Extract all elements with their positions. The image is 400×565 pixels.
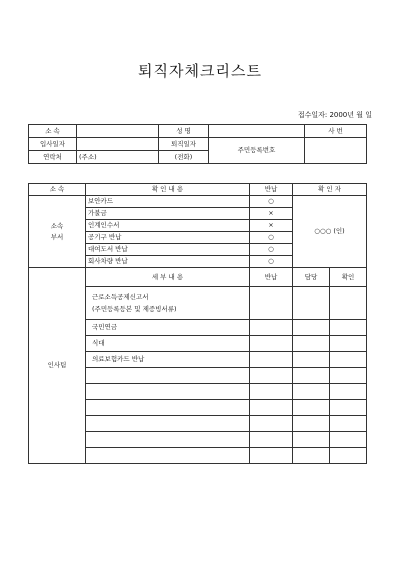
hr-manager-cell[interactable]	[293, 287, 330, 320]
hr-empty-cell[interactable]	[86, 368, 250, 384]
hr-empty-cell[interactable]	[250, 400, 293, 416]
hr-empty-cell[interactable]	[250, 416, 293, 432]
hr-returned-cell[interactable]	[250, 287, 293, 320]
dept-label: 소 속	[29, 125, 77, 138]
hr-empty-cell[interactable]	[86, 400, 250, 416]
hr-manager-cell[interactable]	[293, 320, 330, 336]
hr-empty-cell[interactable]	[330, 432, 367, 448]
hr-confirm-cell[interactable]	[330, 287, 367, 320]
hr-empty-cell[interactable]	[330, 368, 367, 384]
rrn-field[interactable]	[305, 138, 367, 164]
check-item-label: 대여도서 반납	[86, 244, 250, 256]
join-date-field[interactable]	[77, 138, 159, 151]
hr-empty-cell[interactable]	[330, 416, 367, 432]
hr-group-label: 인사팀	[29, 268, 86, 464]
hr-manager-cell[interactable]	[293, 336, 330, 352]
confirmer-sign[interactable]: ○○○ (인)	[293, 196, 367, 268]
hr-item-label: 의료보험카드 반납	[86, 352, 250, 368]
hr-item-line2: (주민등록등본 및 제증빙서류)	[92, 305, 177, 313]
col-header-dept: 소 속	[29, 184, 86, 196]
contact-label: 연락처	[29, 151, 77, 164]
check-item-mark[interactable]: ○	[250, 196, 293, 208]
join-date-label: 입사일자	[29, 138, 77, 151]
dept-field[interactable]	[77, 125, 159, 138]
col-header-confirmer: 확 인 자	[293, 184, 367, 196]
hr-empty-cell[interactable]	[330, 384, 367, 400]
check-item-label: 공기구 반납	[86, 232, 250, 244]
hr-empty-cell[interactable]	[293, 432, 330, 448]
hr-item-label: 식대	[86, 336, 250, 352]
name-field[interactable]	[209, 125, 305, 138]
hr-empty-cell[interactable]	[250, 368, 293, 384]
check-item-label: 보안카드	[86, 196, 250, 208]
document-title: 퇴직자체크리스트	[138, 62, 262, 80]
check-item-mark[interactable]: ×	[250, 220, 293, 232]
hr-empty-cell[interactable]	[86, 448, 250, 464]
hr-empty-cell[interactable]	[330, 448, 367, 464]
col-header-item: 확 인 내 용	[86, 184, 250, 196]
rrn-label: 주민등록번호	[209, 138, 305, 164]
check-item-mark[interactable]: ○	[250, 244, 293, 256]
hr-header-returned: 반납	[250, 268, 293, 287]
receipt-date: 접수일자: 2000년 월 일	[297, 111, 372, 119]
hr-empty-cell[interactable]	[330, 400, 367, 416]
hr-item-cell	[86, 287, 250, 320]
phone-label: (전화)	[174, 152, 193, 161]
check-item-label: 회사차량 반납	[86, 256, 250, 268]
check-item-mark[interactable]: ×	[250, 208, 293, 220]
hr-header-manager: 담당	[293, 268, 330, 287]
hr-empty-cell[interactable]	[293, 400, 330, 416]
address-label: (주소)	[79, 152, 97, 161]
check-item-mark[interactable]: ○	[250, 232, 293, 244]
checklist-table	[28, 183, 367, 464]
hr-empty-cell[interactable]	[250, 448, 293, 464]
hr-header-confirm: 확인	[330, 268, 367, 287]
check-item-label: 인계인수서	[86, 220, 250, 232]
name-label: 성 명	[159, 125, 209, 138]
hr-empty-cell[interactable]	[86, 384, 250, 400]
hr-empty-cell[interactable]	[86, 416, 250, 432]
address-field[interactable]	[77, 151, 159, 164]
col-header-returned: 반납	[250, 184, 293, 196]
leave-date-label: 퇴직일자	[159, 138, 209, 151]
dept-group-label: 소속 부서	[29, 196, 86, 268]
employee-id-label: 사 번	[305, 125, 367, 138]
check-item-label: 가불금	[86, 208, 250, 220]
hr-empty-cell[interactable]	[293, 384, 330, 400]
personal-info-table	[28, 124, 367, 164]
hr-returned-cell[interactable]	[250, 352, 293, 368]
hr-confirm-cell[interactable]	[330, 320, 367, 336]
hr-returned-cell[interactable]	[250, 336, 293, 352]
hr-header-item: 세 부 내 용	[86, 268, 250, 287]
hr-manager-cell[interactable]	[293, 352, 330, 368]
hr-confirm-cell[interactable]	[330, 336, 367, 352]
hr-empty-cell[interactable]	[293, 368, 330, 384]
hr-empty-cell[interactable]	[250, 384, 293, 400]
hr-empty-cell[interactable]	[293, 416, 330, 432]
hr-item-label: 국민연금	[86, 320, 250, 336]
hr-empty-cell[interactable]	[293, 448, 330, 464]
phone-field[interactable]	[159, 151, 209, 164]
hr-returned-cell[interactable]	[250, 320, 293, 336]
hr-confirm-cell[interactable]	[330, 352, 367, 368]
hr-empty-cell[interactable]	[250, 432, 293, 448]
hr-item-line1: 근로소득공제신고서	[92, 292, 149, 301]
check-item-mark[interactable]: ○	[250, 256, 293, 268]
hr-empty-cell[interactable]	[86, 432, 250, 448]
